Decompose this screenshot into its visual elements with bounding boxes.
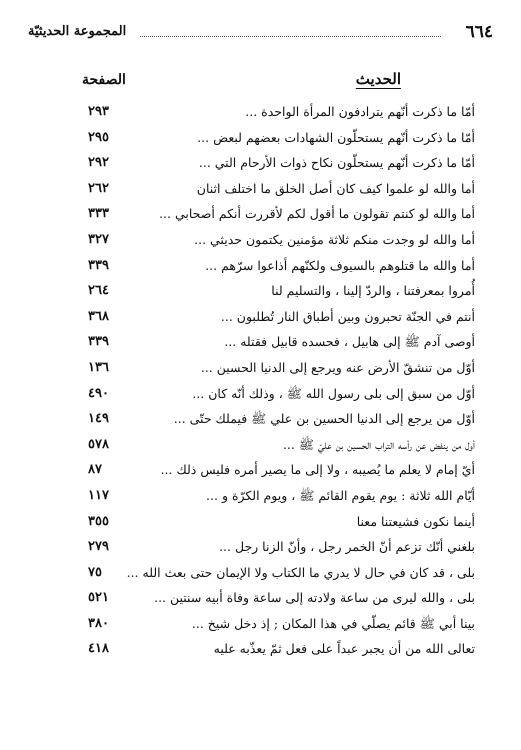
hadith-column-heading: الحديث (355, 70, 401, 88)
entry-page-number: ٢٦٢ (88, 180, 109, 196)
index-entry (0, 460, 521, 486)
entry-text: بلى ، قد كان في حال لا يدري ما الكتاب ولا الإيمان حتى بعث الله ... (126, 564, 475, 580)
index-entry (0, 102, 521, 128)
entry-page-number: ٤١٨ (88, 641, 109, 657)
index-entry (0, 435, 521, 461)
entry-page-number: ٣٦٨ (88, 308, 109, 324)
index-entry (0, 128, 521, 154)
entry-text: أما والله لو علموا كيف كان أصل الخلق ما اختلف اثنان (196, 180, 475, 196)
entry-text: أوّل من يرجع إلى الدنيا الحسين بن علي ﷺ فيملك حتّى ... (173, 411, 475, 427)
entry-text: بلى ، والله ليرى من ساعة ولادته إلى ساعة وفاة أبيه سنتين ... (154, 590, 475, 606)
index-entry (0, 281, 521, 307)
entry-page-number: ٥٢١ (88, 590, 109, 606)
index-entry (0, 614, 521, 640)
entry-text: أمّا ما ذكرت أنّهم يترادفون المرأة الواحدة ... (245, 104, 475, 119)
entry-page-number: ٣٥٥ (88, 513, 109, 529)
index-entry (0, 332, 521, 358)
index-entry (0, 537, 521, 563)
index-entry (0, 204, 521, 230)
entry-page-number: ١١٧ (88, 487, 109, 503)
running-title: المجموعة الحديثيّة (28, 24, 127, 39)
entry-page-number: ٣٣٩ (88, 257, 109, 273)
page-header (28, 22, 493, 44)
index-entry (0, 409, 521, 435)
entry-page-number: ١٤٩ (88, 411, 109, 427)
entry-page-number: ٨٧ (88, 462, 102, 478)
entry-text: أيّ إمام لا يعلم ما يُصيبه ، ولا إلى ما يصير أمره فليس ذلك ... (160, 462, 475, 478)
index-entry (0, 358, 521, 384)
entry-text: أمّا ما ذكرت أنّهم يستحلّون الشهادات بعضهم لبعض ... (197, 129, 475, 145)
entry-text: بينا أبي ﷺ قائم يصلّي في هذا المكان ; إذ دخل شيخ ... (191, 615, 475, 631)
entry-page-number: ٣٣٣ (88, 206, 109, 222)
entry-page-number: ٢٧٩ (88, 539, 109, 555)
entry-page-number: ٣٢٧ (88, 231, 109, 247)
entry-page-number: ١٣٦ (88, 359, 109, 375)
entry-page-number: ٢٩٢ (88, 155, 109, 171)
entry-text: أوّل من تنشقّ الأرض عنه ويرجع إلى الدنيا الحسين ... (200, 359, 475, 375)
entry-text: أوّل من سبق إلى بلى رسول الله ﷺ ، وذلك أنّه كان ... (192, 385, 475, 401)
entry-text: أمّا ما ذكرت أنّهم يستحلّون نكاح ذوات الأرحام التي ... (198, 155, 475, 171)
column-headings (0, 70, 521, 100)
entry-text: أما والله ما قتلوهم بالسيوف ولكنّهم أذاعوا سرّهم ... (205, 257, 475, 273)
entry-page-number: ٣٨٠ (88, 615, 109, 631)
index-entry (0, 384, 521, 410)
page-column-heading: الصفحة (82, 72, 126, 88)
entry-page-number: ٥٧٨ (88, 436, 109, 452)
index-entry (0, 588, 521, 614)
entry-text: أيّام الله ثلاثة : يوم يقوم القائم ﷺ ، ويوم الكرّة و ... (206, 487, 475, 503)
entry-text: تعالى الله من أن يجبر عبداً على فعل ثمّ يعذّبه عليه (213, 641, 475, 657)
index-entry (0, 563, 521, 589)
entry-page-number: ٧٥ (88, 564, 102, 580)
entry-text: أوصى آدم ﷺ إلى هابيل ، فحسده قابيل فقتله ... (224, 334, 475, 350)
index-entry (0, 512, 521, 538)
entry-page-number: ٢٦٤ (88, 283, 109, 299)
page-number: ٦٦٤ (465, 22, 493, 42)
index-entry (0, 307, 521, 333)
entry-page-number: ٤٩٠ (88, 385, 109, 401)
entry-page-number: ٣٣٩ (88, 334, 109, 350)
index-entry (0, 486, 521, 512)
entry-text: أما والله لو كنتم تقولون ما أقول لكم لأقررت أنكم أصحابي ... (159, 206, 475, 222)
entry-text: أنتم في الجنّة تحبرون وبين أطباق النار تُطلبون ... (220, 308, 475, 324)
index-entries (0, 102, 521, 665)
index-entry (0, 256, 521, 282)
index-entry (0, 179, 521, 205)
index-entry (0, 153, 521, 179)
entry-text: أما والله لو وجدت منكم ثلاثة مؤمنين يكتمون حديثي ... (194, 231, 475, 247)
index-entry (0, 639, 521, 665)
entry-text: أول من ينفض عن رأسه التراب الحسين بن عليّ ﷺ ... (282, 436, 475, 452)
entry-text: أُمروا بمعرفتنا ، والردّ إلينا ، والتسليم لنا (271, 283, 475, 299)
entry-page-number: ٢٩٥ (88, 129, 109, 145)
entry-text: أينما نكون فشيعتنا معنا (356, 513, 475, 529)
index-entry (0, 230, 521, 256)
entry-text: بلغني أنّك تزعم أنّ الخمر رجل ، وأنّ الزنا رجل ... (219, 539, 475, 555)
header-dotted-leader (140, 36, 441, 37)
entry-page-number: ٢٩٣ (88, 104, 109, 119)
